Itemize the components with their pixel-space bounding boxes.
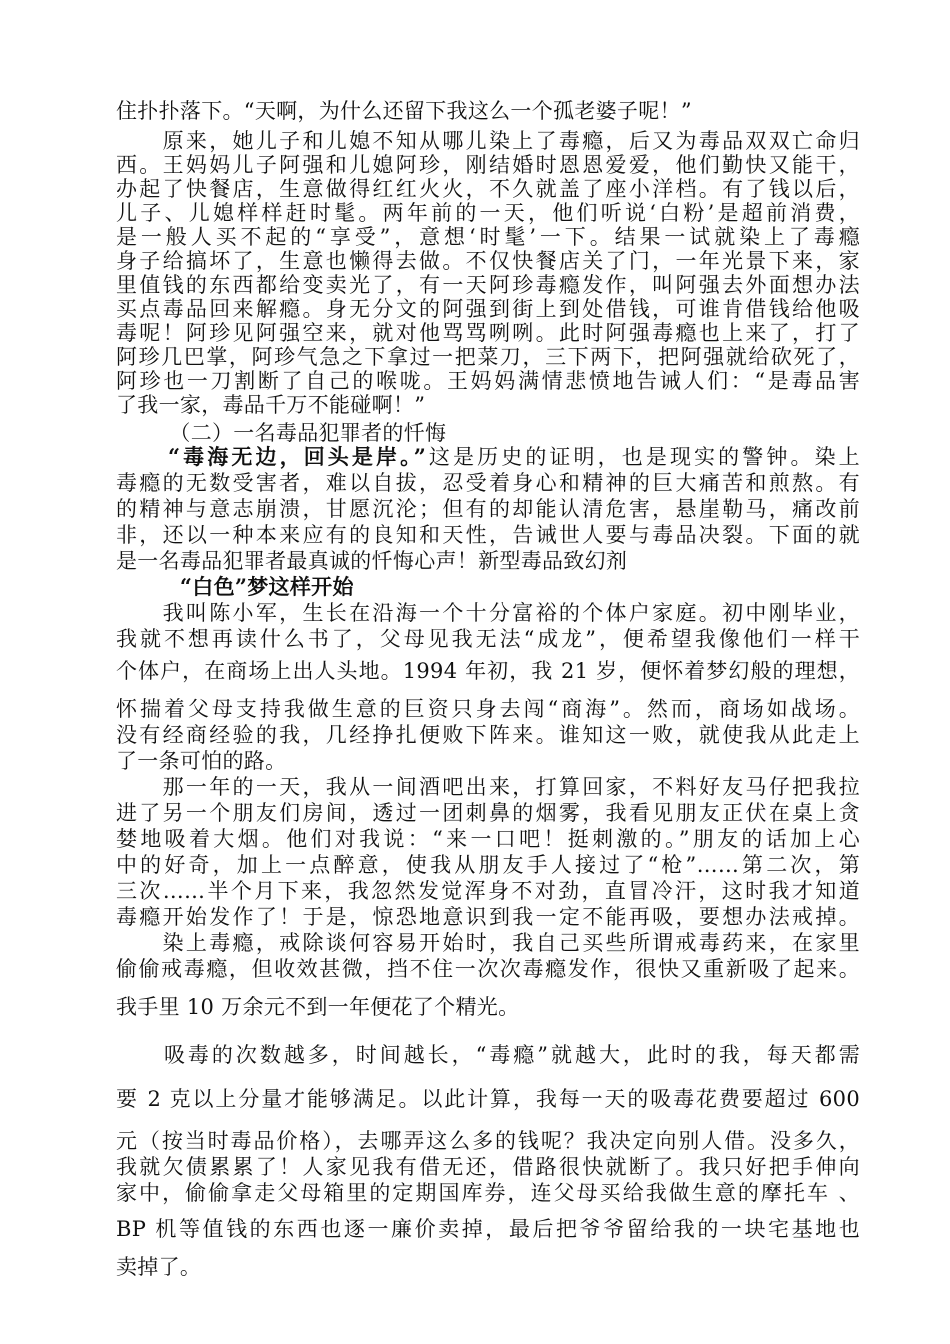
text-line: 进了另一个朋友们房间，透过一团刺鼻的烟雾，我看见朋友正伏在桌上贪 bbox=[116, 801, 860, 825]
text-line: 住扑扑落下。“天啊，为什么还留下我这么一个孤老婆子呢！” bbox=[116, 99, 692, 123]
text-line: 要 2 克以上分量才能够满足。以此计算，我每一天的吸毒花费要超过 600 bbox=[116, 1087, 860, 1111]
section-heading: （二）一名毒品犯罪者的忏悔 bbox=[116, 421, 447, 445]
text-line: 阿珍也一刀割断了自己的喉咙。王妈妈满情悲愤地告诫人们：“是毒品害 bbox=[116, 369, 860, 393]
text-line: 非，还以一种本来应有的良知和天性，告诫世人要与毒品决裂。下面的就 bbox=[116, 523, 860, 547]
text-line: 了一条可怕的路。 bbox=[116, 749, 287, 773]
text-line: 我手里 10 万余元不到一年便花了个精光。 bbox=[116, 995, 520, 1019]
subsection-heading: “白色”梦这样开始 bbox=[116, 574, 354, 599]
text-line-rest: 这是历史的证明，也是现实的警钟。染上 bbox=[426, 445, 860, 469]
text-line: 怀揣着父母支持我做生意的巨资只身去闯“商海”。然而，商场如战场。 bbox=[116, 697, 860, 721]
text-line: 的精神与意志崩溃，甘愿沉沦；但有的却能认清危害，悬崖勒马，痛改前 bbox=[116, 497, 860, 521]
text-line: 家中，偷偷拿走父母箱里的定期国库券，连父母买给我做生意的摩托车 、 bbox=[116, 1181, 860, 1205]
text-line: 我叫陈小军，生长在沿海一个十分富裕的个体户家庭。初中刚毕业， bbox=[116, 601, 860, 625]
text-line: 元（按当时毒品价格），去哪弄这么多的钱呢？我决定向别人借。没多久， bbox=[116, 1129, 860, 1153]
text-line: 了我一家，毒品千万不能碰啊！” bbox=[116, 393, 426, 417]
text-line: 卖掉了。 bbox=[116, 1255, 202, 1279]
text-line: 毒瘾开始发作了！于是，惊恐地意识到我一定不能再吸，要想办法戒掉。 bbox=[116, 905, 860, 929]
bold-phrase: “毒海无边，回头是岸。” bbox=[168, 444, 427, 469]
text-line: 染上毒瘾，戒除谈何容易开始时，我自己买些所谓戒毒药来，在家里 bbox=[116, 931, 860, 955]
text-line: 身子给搞坏了，生意也懒得去做。不仅快餐店关了门，一年光景下来，家 bbox=[116, 249, 860, 273]
text-line: 吸毒的次数越多，时间越长，“毒瘾”就越大，此时的我，每天都需 bbox=[116, 1043, 860, 1067]
text-line: 原来，她儿子和儿媳不知从哪儿染上了毒瘾，后又为毒品双双亡命归 bbox=[116, 129, 860, 153]
text-line: 三次……半个月下来，我忽然发觉浑身不对劲，直冒冷汗，这时我才知道 bbox=[116, 879, 860, 903]
text-line: 里值钱的东西都给变卖光了，有一天阿珍毒瘾发作，叫阿强去外面想办法 bbox=[116, 273, 860, 297]
text-line: 买点毒品回来解瘾。身无分文的阿强到街上到处借钱，可谁肯借钱给他吸 bbox=[116, 297, 860, 321]
text-line: 没有经商经验的我，几经挣扎便败下阵来。谁知这一败，就使我从此走上 bbox=[116, 723, 860, 747]
text-line: 个体户，在商场上出人头地。1994 年初，我 21 岁，便怀着梦幻般的理想， bbox=[116, 659, 860, 683]
text-line: 那一年的一天，我从一间酒吧出来，打算回家，不料好友马仔把我拉 bbox=[116, 775, 860, 799]
text-line: 偷偷戒毒瘾，但收效甚微，挡不住一次次毒瘾发作，很快又重新吸了起来。 bbox=[116, 957, 860, 981]
text-line: 中的好奇，加上一点醉意，使我从朋友手人接过了“枪”……第二次，第 bbox=[116, 853, 860, 877]
text-line: 我就欠债累累了！人家见我有借无还，借路很快就断了。我只好把手伸向 bbox=[116, 1155, 860, 1179]
text-line: 是一般人买不起的“享受”，意想‘时髦’一下。结果一试就染上了毒瘾 bbox=[116, 225, 860, 249]
text-line: 毒瘾的无数受害者，难以自拔，忍受着身心和精神的巨大痛苦和煎熬。有 bbox=[116, 471, 860, 495]
text-line: 办起了快餐店，生意做得红红火火，不久就盖了座小洋档。有了钱以后， bbox=[116, 177, 860, 201]
text-line: 婪地吸着大烟。他们对我说：“来一口吧！挺刺激的。”朋友的话加上心 bbox=[116, 827, 860, 851]
text-line: 儿子、儿媳样样赶时髦。两年前的一天，他们听说‘白粉’是超前消费， bbox=[116, 201, 860, 225]
text-line: 毒呢！阿珍见阿强空来，就对他骂骂咧咧。此时阿强毒瘾也上来了，打了 bbox=[116, 321, 860, 345]
text-line: 是一名毒品犯罪者最真诚的忏悔心声！新型毒品致幻剂 bbox=[116, 549, 628, 573]
text-line: 阿珍几巴掌，阿珍气急之下拿过一把菜刀，三下两下，把阿强就给砍死了， bbox=[116, 345, 860, 369]
text-line: 西。王妈妈儿子阿强和儿媳阿珍，刚结婚时恩恩爱爱，他们勤快又能干， bbox=[116, 153, 860, 177]
text-line: BP 机等值钱的东西也逐一廉价卖掉，最后把爷爷留给我的一块宅基地也 bbox=[116, 1217, 860, 1241]
text-line: 我就不想再读什么书了，父母见我无法“成龙”，便希望我像他们一样干 bbox=[116, 627, 860, 651]
